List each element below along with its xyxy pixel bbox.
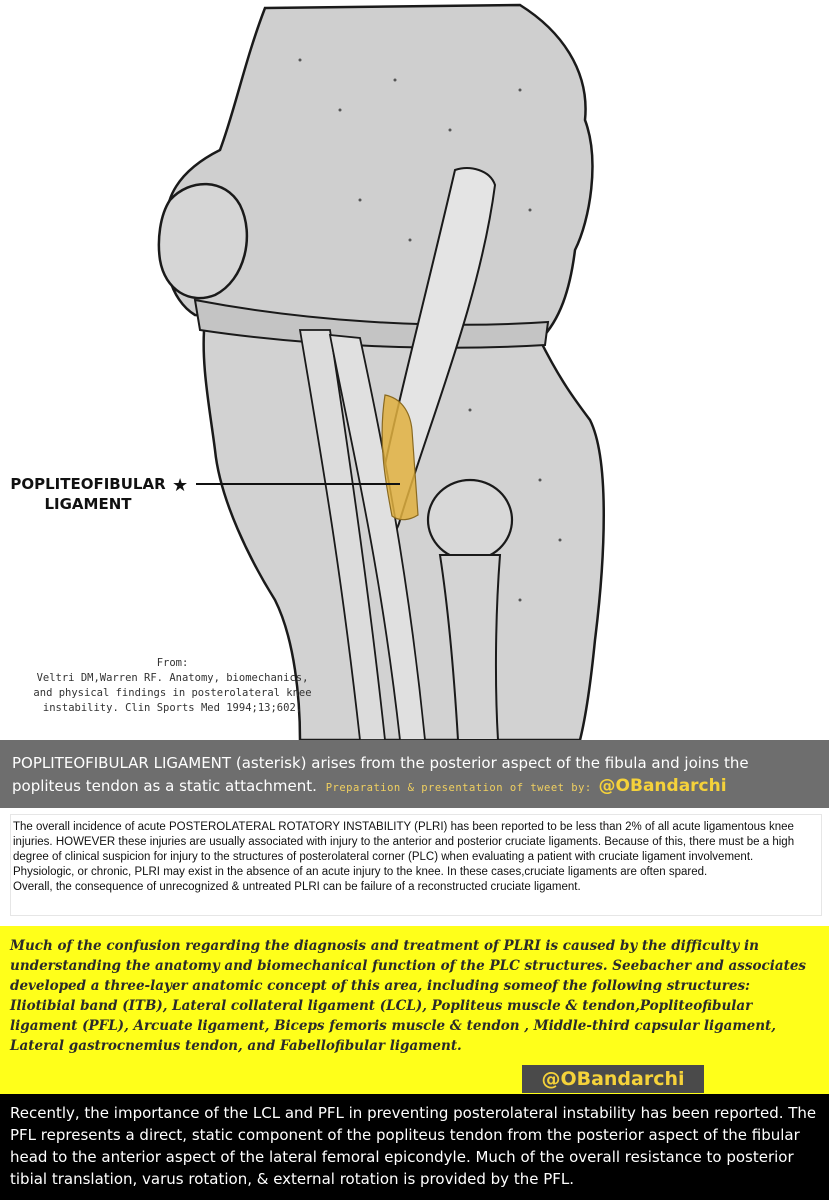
highlight-paragraph-1: Much of the confusion regarding the diagnosis and treatment of PLRI is caused by the difficulty in understanding the anatomy and biomechanical function of the PLC structures. Seebacher and associates developed a three-layer anatomic concept of this area, including someof the following structures: [10,938,807,994]
incidence-paragraph: Overall, the consequence of unrecognized & untreated PLRI can be failure of a reconstructed cruciate ligament. [13,881,581,893]
lateral-condyle-shape [159,184,247,298]
definition-banner [0,740,829,808]
incidence-paragraphs [10,814,822,916]
figure-label-line2: LIGAMENT [44,495,132,513]
femur-shape [166,5,592,340]
asterisk-marker: ★ [172,475,189,496]
citation-line: and physical findings in posterolateral knee [33,687,312,699]
figure-citation [0,656,345,716]
highlight-block [0,926,829,1094]
author-handle[interactable]: @OBandarchi [598,776,727,796]
incidence-paragraph: Physiologic, or chronic, PLRI may exist in the absence of an acute injury to the knee. In these cases,cruciate ligaments are often spared. [13,866,708,878]
definition-text-block [12,752,817,800]
closing-block [0,1094,829,1200]
figure-label-line1: POPLITEOFIBULAR [10,475,166,493]
closing-paragraph: Recently, the importance of the LCL and PFL in preventing posterolateral instability has been reported. The PFL represents a direct, static component of the popliteus tendon from the posterior aspect of the fibular head to the anterior aspect of the lateral femoral epicondyle. Much of the overall resistance to posterior tibial translation, varus rotation, & external rotation is provided by the PFL. [10,1104,817,1188]
citation-line: Veltri DM,Warren RF. Anatomy, biomechanics, [36,672,309,684]
incidence-paragraph: The overall incidence of acute POSTEROLATERAL ROTATORY INSTABILITY (PLRI) has been reported to be less than 2% of all acute ligamentous knee injuries. HOWEVER these injuries are usually associated with injury to the anterior and posterior cruciate ligaments. Because of this, there must be a high degree of clinical suspicion for injury to the structures of posterolateral corner (PLC) when evaluating a patient with cruciate ligament involvement. [13,821,795,863]
fibular-head [428,480,512,560]
highlight-paragraph-2: Iliotibial band (ITB), Lateral collateral ligament (LCL), Popliteus muscle & tendon,Popliteofibular ligament (PFL), Arcuate ligament, Biceps femoris muscle & tendon , Middle-third capsular ligament, Lateral gastrocnemius tendon, and Fabellofibular ligament. [10,998,776,1054]
citation-line: From: [156,657,189,669]
author-handle-badge[interactable]: @OBandarchi [522,1065,704,1093]
citation-line: instability. Clin Sports Med 1994;13;602, [42,702,303,714]
definition-text: POPLITEOFIBULAR LIGAMENT (asterisk) arises from the posterior aspect of the fibula and joins the popliteus tendon as a static attachment. [12,754,749,795]
credit-text: Preparation & presentation of tweet by: [325,782,592,794]
